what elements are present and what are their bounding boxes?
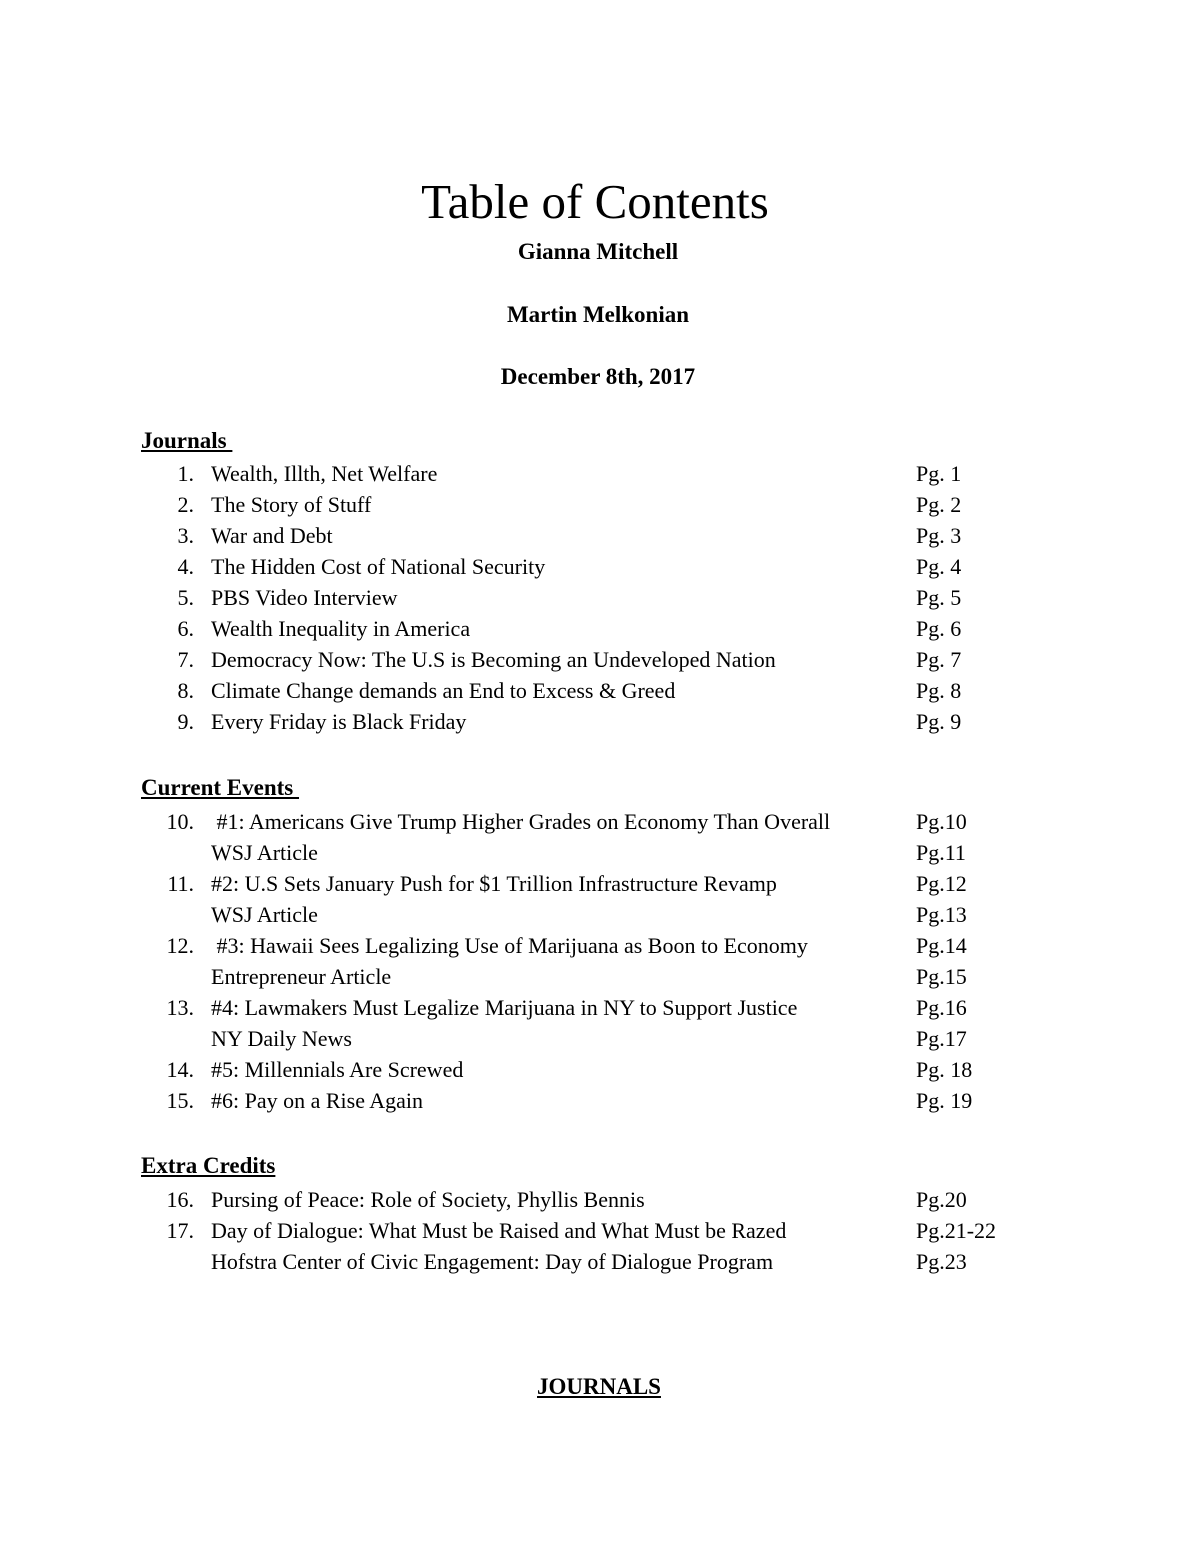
entry-page: Pg. 18 xyxy=(916,1057,973,1082)
entry-title: #6: Pay on a Rise Again xyxy=(211,1088,424,1113)
entry-title: Democracy Now: The U.S is Becoming an Undeveloped Nation xyxy=(211,647,776,672)
entry-page: Pg. 4 xyxy=(916,554,962,579)
entry-number: 2. xyxy=(177,492,194,517)
entry-title: WSJ Article xyxy=(211,840,318,865)
entry-number: 11. xyxy=(167,871,194,896)
section-heading-current-events: Current Events xyxy=(141,775,300,800)
toc-entry xyxy=(0,1184,1200,1215)
entry-title: Pursing of Peace: Role of Society, Phyllis Bennis xyxy=(211,1187,645,1212)
toc-entry xyxy=(0,1054,1200,1085)
entry-title: #4: Lawmakers Must Legalize Marijuana in NY to Support Justice xyxy=(211,995,798,1020)
entry-number: 7. xyxy=(177,647,194,672)
entry-page: Pg.16 xyxy=(916,995,967,1020)
entry-page: Pg. 9 xyxy=(916,709,962,734)
section-heading-journals: Journals xyxy=(141,428,233,453)
toc-entry xyxy=(0,837,1200,868)
entry-page: Pg. 19 xyxy=(916,1088,973,1113)
toc-entry xyxy=(0,930,1200,961)
toc-entry xyxy=(0,1023,1200,1054)
toc-entry xyxy=(0,899,1200,930)
toc-entry xyxy=(0,992,1200,1023)
entry-title: War and Debt xyxy=(211,523,333,548)
entry-title: Day of Dialogue: What Must be Raised and What Must be Razed xyxy=(211,1218,787,1243)
entry-page: Pg.13 xyxy=(916,902,967,927)
toc-entry xyxy=(0,675,1200,706)
entry-title: PBS Video Interview xyxy=(211,585,398,610)
journals-section-title: JOURNALS xyxy=(537,1374,661,1399)
toc-entry xyxy=(0,489,1200,520)
entry-number: 14. xyxy=(166,1057,194,1082)
entry-page: Pg.15 xyxy=(916,964,967,989)
entry-number: 6. xyxy=(177,616,194,641)
toc-entry xyxy=(0,1215,1200,1246)
entry-number: 8. xyxy=(177,678,194,703)
author-name: Gianna Mitchell xyxy=(517,239,679,264)
entry-title: #5: Millennials Are Screwed xyxy=(211,1057,464,1082)
entry-title: WSJ Article xyxy=(211,902,318,927)
section-heading-extra-credits: Extra Credits xyxy=(141,1153,276,1178)
entry-page: Pg. 1 xyxy=(916,461,962,486)
entry-page: Pg.11 xyxy=(916,840,966,865)
toc-entry xyxy=(0,551,1200,582)
entry-title: The Hidden Cost of National Security xyxy=(211,554,546,579)
entry-number: 12. xyxy=(166,933,194,958)
entry-number: 15. xyxy=(166,1088,194,1113)
entry-page: Pg. 2 xyxy=(916,492,962,517)
entry-page: Pg.23 xyxy=(916,1249,967,1274)
entry-title: Climate Change demands an End to Excess & Greed xyxy=(211,678,676,703)
entry-number: 3. xyxy=(177,523,194,548)
toc-entry xyxy=(0,806,1200,837)
entry-title: The Story of Stuff xyxy=(211,492,372,517)
toc-entry xyxy=(0,706,1200,737)
entry-page: Pg.20 xyxy=(916,1187,967,1212)
entry-page: Pg. 3 xyxy=(916,523,962,548)
entry-page: Pg. 8 xyxy=(916,678,962,703)
entry-title: #1: Americans Give Trump Higher Grades on Economy Than Overall xyxy=(211,809,831,834)
entry-number: 17. xyxy=(166,1218,194,1243)
entry-number: 16. xyxy=(166,1187,194,1212)
entry-number: 1. xyxy=(177,461,194,486)
entry-page: Pg. 6 xyxy=(916,616,962,641)
toc-entry xyxy=(0,868,1200,899)
entry-number: 9. xyxy=(177,709,194,734)
entry-title: Entrepreneur Article xyxy=(211,964,392,989)
entry-page: Pg.21-22 xyxy=(916,1218,997,1243)
entry-page: Pg. 5 xyxy=(916,585,962,610)
entry-title: #2: U.S Sets January Push for $1 Trillion Infrastructure Revamp xyxy=(211,871,777,896)
toc-entry xyxy=(0,613,1200,644)
instructor-name: Martin Melkonian xyxy=(506,302,690,327)
toc-entry xyxy=(0,582,1200,613)
page-title: Table of Contents xyxy=(421,174,769,229)
entry-number: 5. xyxy=(177,585,194,610)
entry-title: Hofstra Center of Civic Engagement: Day of Dialogue Program xyxy=(211,1249,774,1274)
toc-entry xyxy=(0,520,1200,551)
entry-page: Pg. 7 xyxy=(916,647,962,672)
entry-number: 10. xyxy=(166,809,194,834)
toc-entry xyxy=(0,1246,1200,1277)
entry-page: Pg.14 xyxy=(916,933,967,958)
toc-entry xyxy=(0,961,1200,992)
toc-entry xyxy=(0,644,1200,675)
entry-title: NY Daily News xyxy=(211,1026,352,1051)
entry-title: #3: Hawaii Sees Legalizing Use of Marijuana as Boon to Economy xyxy=(211,933,808,958)
entry-page: Pg.12 xyxy=(916,871,967,896)
entry-title: Every Friday is Black Friday xyxy=(211,709,467,734)
toc-entry xyxy=(0,1085,1200,1116)
entry-title: Wealth Inequality in America xyxy=(211,616,471,641)
entry-number: 13. xyxy=(166,995,194,1020)
entry-page: Pg.17 xyxy=(916,1026,967,1051)
document-date: December 8th, 2017 xyxy=(500,364,696,389)
toc-entry xyxy=(0,458,1200,489)
entry-page: Pg.10 xyxy=(916,809,967,834)
entry-title: Wealth, Illth, Net Welfare xyxy=(211,461,438,486)
entry-number: 4. xyxy=(177,554,194,579)
